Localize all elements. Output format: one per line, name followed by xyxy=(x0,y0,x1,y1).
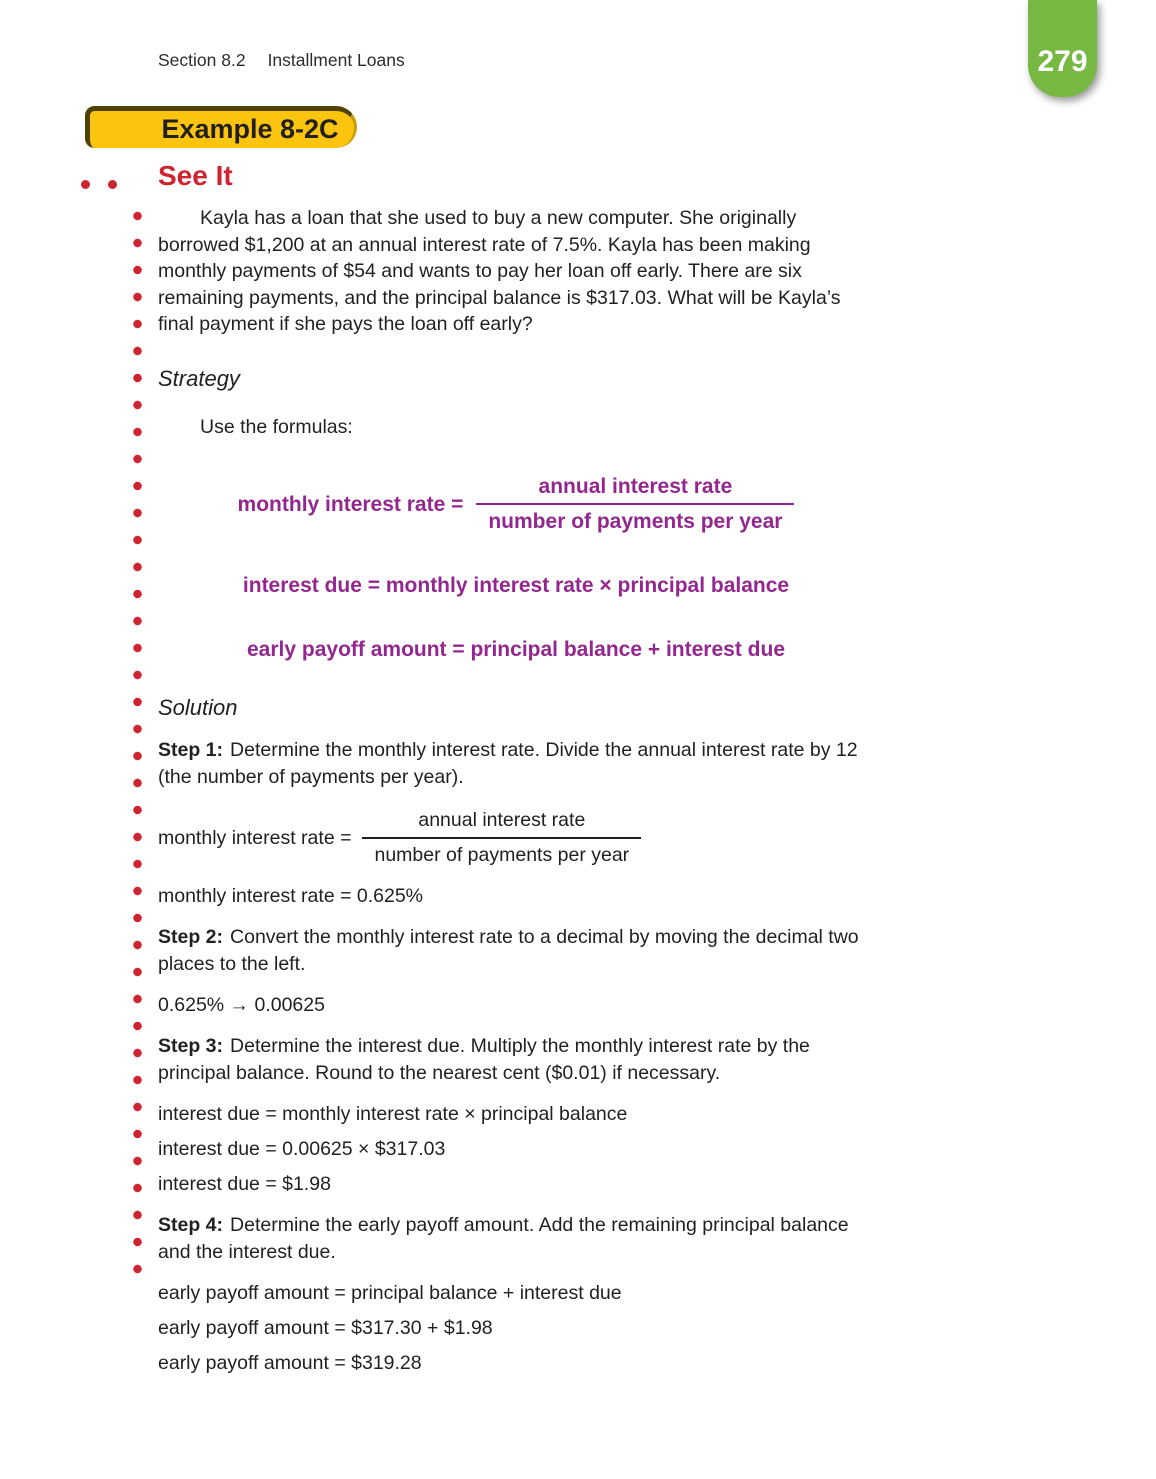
interest-formula-line: interest due = monthly interest rate × principal balance xyxy=(158,1103,628,1125)
section-label: Section 8.2 xyxy=(158,50,246,70)
page-header xyxy=(158,50,405,71)
page-content xyxy=(158,160,874,1376)
fraction-denominator: number of payments per year xyxy=(362,837,641,868)
formula-monthly-rate-fraction xyxy=(476,474,794,534)
bullet-dot-icon xyxy=(108,180,117,189)
step-2-label: Step 2: xyxy=(158,926,224,948)
page-number: 279 xyxy=(1037,44,1088,78)
payoff-result-line: early payoff amount = $319.28 xyxy=(158,1352,422,1374)
step-1-text: Determine the monthly interest rate. Divide the annual interest rate by 12 (the number of payments per year). xyxy=(158,739,858,788)
bullet-dot-icon xyxy=(81,180,90,189)
margin-dotted-rule xyxy=(133,211,142,1287)
step-3 xyxy=(158,1033,874,1086)
interest-calc-line: interest due = 0.00625 × $317.03 xyxy=(158,1138,446,1160)
formula-early-payoff: early payoff amount = principal balance + interest due xyxy=(247,638,785,661)
solution-rate-fraction-stack xyxy=(362,808,641,868)
example-banner-label: Example 8-2C xyxy=(161,114,339,144)
step-4-label: Step 4: xyxy=(158,1214,224,1236)
problem-paragraph: Kayla has a loan that she used to buy a new computer. She originally borrowed $1,200 at an annual interest rate of 7.5%. Kayla has been making monthly payments of $54 and wants to pay her loan off early. There are six remaining payments, and the principal balance is $317.03. What will be Kayla’s final payment if she pays the loan off early? xyxy=(158,207,841,335)
section-title: Installment Loans xyxy=(267,50,405,70)
step-4 xyxy=(158,1212,874,1265)
fraction-numerator: annual interest rate xyxy=(538,475,733,498)
step-2-text: Convert the monthly interest rate to a decimal by moving the decimal two places to the left. xyxy=(158,926,859,975)
step-2 xyxy=(158,924,874,977)
step-3-text: Determine the interest due. Multiply the monthly interest rate by the principal balance. Round to the nearest cent ($0.01) if necessary. xyxy=(158,1035,810,1084)
formula-interest-due: interest due = monthly interest rate × principal balance xyxy=(242,574,790,597)
payoff-formula-line: early payoff amount = principal balance + interest due xyxy=(158,1282,622,1304)
page-number-badge xyxy=(1028,0,1097,97)
decimal-conversion-line: 0.625% → 0.00625 xyxy=(158,994,325,1016)
rate-result-line: monthly interest rate = 0.625% xyxy=(158,885,424,907)
example-banner xyxy=(85,106,357,148)
formula-monthly-rate xyxy=(158,474,874,534)
solution-heading: Solution xyxy=(158,695,238,720)
step-3-label: Step 3: xyxy=(158,1035,224,1057)
solution-rate-fraction xyxy=(158,808,874,868)
fraction-denominator: number of payments per year xyxy=(476,503,794,534)
fraction-numerator: annual interest rate xyxy=(418,809,586,831)
see-it-heading: See It xyxy=(158,160,233,191)
strategy-heading: Strategy xyxy=(158,365,240,391)
step-1-label: Step 1: xyxy=(158,739,224,761)
formula-monthly-rate-lhs: monthly interest rate = xyxy=(237,492,464,516)
step-4-text: Determine the early payoff amount. Add the remaining principal balance and the interest due. xyxy=(158,1214,849,1263)
interest-result-line: interest due = $1.98 xyxy=(158,1173,331,1195)
step-1 xyxy=(158,737,874,790)
formulas-intro: Use the formulas: xyxy=(200,415,353,438)
solution-rate-lhs: monthly interest rate = xyxy=(158,826,352,849)
payoff-calc-line: early payoff amount = $317.30 + $1.98 xyxy=(158,1317,493,1339)
